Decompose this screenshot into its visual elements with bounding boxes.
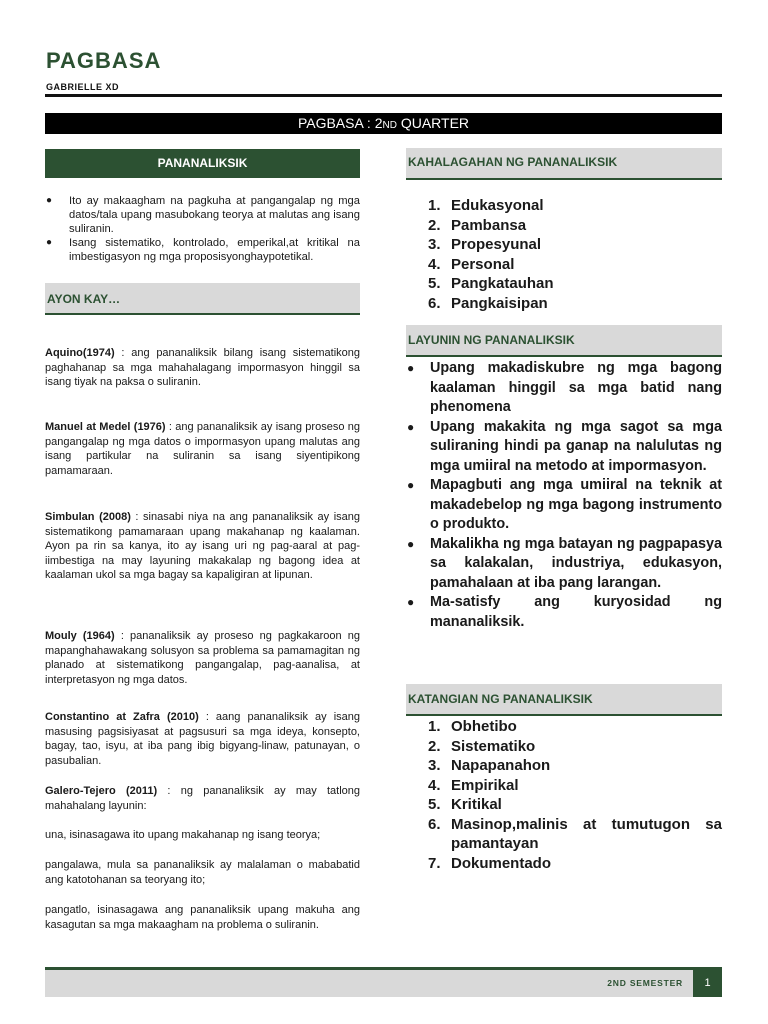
list-item: ● Makalikha ng mga batayan ng pagpapasya sa kalakalan, industriya, edukasyon, pamahalaan at iba pang larangan. <box>406 535 722 594</box>
list-item: 1. Obhetibo <box>428 718 517 735</box>
pananaliksik-heading: PANANALIKSIK <box>45 149 360 178</box>
list-item: ● Upang makakita ng mga sagot sa mga suliraning hindi pa ganap na nalulutas ng mga umiiral na metodo at impormasyon. <box>406 418 722 477</box>
definition-text: : ng pananaliksik ay may tatlong mahahalang layunin: <box>45 785 361 812</box>
definition-text: : aang pananaliksik ay isang masusing pagsisiyasat at pagsusuri sa mga ideya, konsepto, bagay, tao, isyu, at iba pang ibig bigyang-linaw, patunayan, o pasubalian. <box>45 711 360 767</box>
page-number: 1 <box>693 970 722 997</box>
ayon-kay-heading: AYON KAY… <box>45 283 360 315</box>
list-item: ● Upang makadiskubre ng mga bagong kaalaman hinggil sa mga batid nang phenomena <box>406 359 722 418</box>
list-item: 5. Kritikal <box>428 796 502 813</box>
list-item: 3. Napapanahon <box>428 757 551 774</box>
list-item: ● Mapagbuti ang mga umiiral na teknik at makadebelop ng mga bagong instrumento o produkto. <box>406 476 722 535</box>
document-title: PAGBASA <box>46 48 162 73</box>
definition-constantino-zafra <box>45 710 360 768</box>
definition-simbulan <box>45 510 360 583</box>
definition-text: : ang pananaliksik bilang isang sistematikong paghahanap sa mga mahahalagang impormasyon hinggil sa isang tiyak na paksa o suliranin. <box>45 347 360 389</box>
definition-aquino <box>45 346 360 390</box>
quarter-prefix: PAGBASA : 2 <box>297 115 383 131</box>
definition-text: : sinasabi niya na ang pananaliksik ay isang sistematikong pamamaraan upang makahanap ng kaalaman. Ayon pa rin sa kanya, ito ay isang uri ng pag-aaral at pag-iimbestiga na may layuning makakalap ng bagong idea at kaalaman ukol sa mga bagay sa kapaligiran at lipunan. <box>45 511 361 582</box>
definition-author: Aquino(1974) <box>45 347 115 359</box>
definition-manuel-medel <box>45 420 360 478</box>
definition-bullet: ● Ito ay makaagham na pagkuha at pangangalap ng mga datos/tala upang masubokang teorya at malutas ang isang suliranin. <box>45 194 360 236</box>
quarter-suffix: QUARTER <box>396 115 470 131</box>
definition-author: Mouly (1964) <box>45 630 115 642</box>
list-item: ● Ma-satisfy ang kuryosidad ng mananaliksik. <box>406 593 722 632</box>
list-item: 5. Pangkatauhan <box>428 275 554 292</box>
definition-author: Constantino at Zafra (2010) <box>45 711 199 723</box>
definition-author: Simbulan (2008) <box>45 511 131 523</box>
quarter-ordinal-suffix: ND <box>382 120 397 131</box>
katangian-heading: KATANGIAN NG PANANALIKSIK <box>406 684 722 716</box>
definition-galero-tejero <box>45 784 360 813</box>
definition-text: : ang pananaliksik ay isang proseso ng pangangalap ng mga datos o impormasyon upang malutas ang isang partikular na suliranin sa isang siyentipikong pamamaraan. <box>45 421 360 477</box>
kahalagahan-heading: KAHALAGAHAN NG PANANALIKSIK <box>406 148 722 180</box>
kahalagahan-list <box>406 196 722 313</box>
layunin-list <box>406 359 722 632</box>
header-divider <box>45 94 722 97</box>
list-item: 6. Masinop,malinis at tumutugon sa pamantayan <box>428 815 722 852</box>
definition-author: Galero-Tejero (2011) <box>45 785 158 797</box>
definition-mouly <box>45 629 360 687</box>
definition-text: : pananaliksik ay proseso ng pagkakaroon ng mapanghahawakang solusyon sa problema sa pamamagitan ng planado at sistematikong pangangalap, pag-aanalisa, at interpretasyon ng mga datos. <box>45 630 360 686</box>
list-item: 1. Edukasyonal <box>428 197 544 214</box>
list-item: 3. Propesyunal <box>428 236 542 253</box>
footer-bar <box>45 970 722 997</box>
list-item: 4. Empirikal <box>428 776 519 794</box>
definition-author: Manuel at Medel (1976) <box>45 421 166 433</box>
list-item: 2. Sistematiko <box>428 737 536 755</box>
author-name: GABRIELLE XD <box>46 82 120 92</box>
layunin-heading: LAYUNIN NG PANANALIKSIK <box>406 325 722 357</box>
galero-point-3: pangatlo, isinasagawa ang pananaliksik upang makuha ang kasagutan sa mga makaagham na problema o suliranin. <box>45 904 360 931</box>
list-item: 2. Pambansa <box>428 216 527 234</box>
quarter-banner <box>45 113 722 134</box>
list-item: 4. Personal <box>428 255 515 273</box>
katangian-list <box>406 717 722 873</box>
galero-point-1: una, isinasagawa ito upang makahanap ng isang teorya; <box>45 829 321 841</box>
list-item: 7. Dokumentado <box>428 854 552 872</box>
definition-bullet: ● Isang sistematiko, kontrolado, emperikal,at kritikal na imbestigasyon ng mga proposisyonghaypotetikal. <box>45 236 360 264</box>
list-item: 6. Pangkaisipan <box>428 294 548 312</box>
semester-label: 2ND SEMESTER <box>607 978 683 988</box>
definition-bullets <box>45 194 360 264</box>
galero-point-2: pangalawa, mula sa pananaliksik ay malalaman o mababatid ang katotohanan sa teoryang ito; <box>45 859 360 886</box>
